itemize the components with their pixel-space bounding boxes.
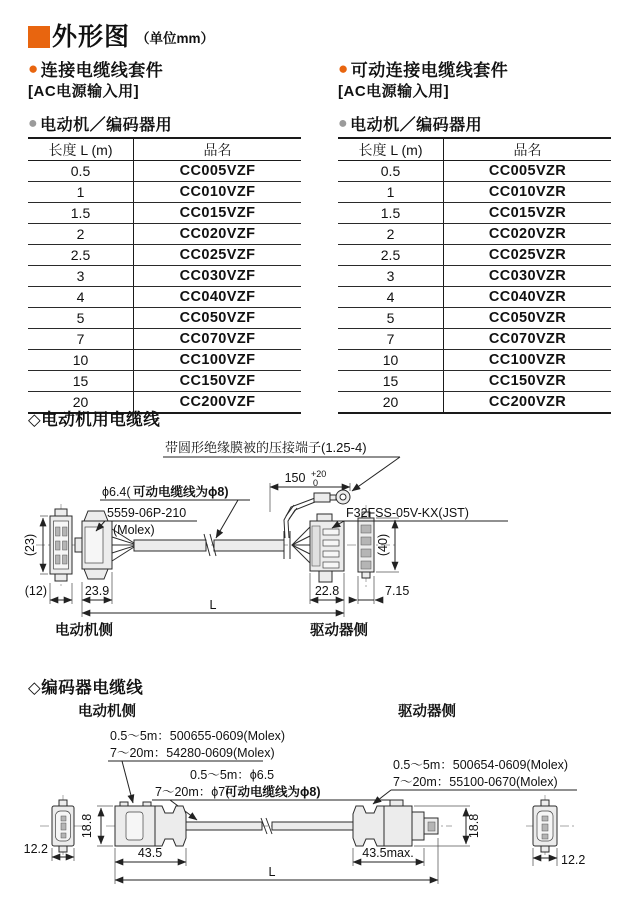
- table-row: [338, 161, 611, 182]
- part-name-cell: CC100VZF: [134, 350, 302, 371]
- dim-122-left-label: 12.2: [23, 842, 48, 856]
- table-row: [338, 182, 611, 203]
- table-row: [28, 287, 301, 308]
- part-name-cell: CC100VZR: [444, 350, 612, 371]
- part-name-cell: CC030VZF: [134, 266, 302, 287]
- table-row: [338, 371, 611, 392]
- part-name-cell: CC010VZF: [134, 182, 302, 203]
- dim-40: [376, 518, 399, 572]
- cable-dia-long-prefix: 7～20m：ϕ7(: [155, 785, 230, 799]
- table-row: [28, 203, 301, 224]
- cable-diameter-bold: 可动电缆线为ϕ8): [133, 485, 229, 499]
- driver-connector-partno-short: 0.5～5m：500654-0609(Molex): [393, 758, 569, 772]
- part-name-cell: CC040VZR: [444, 287, 612, 308]
- part-name-cell: CC150VZR: [444, 371, 612, 392]
- dim-12-label: (12): [24, 584, 47, 598]
- col-header-name: 品名: [444, 138, 612, 161]
- motor-cable-drawing: [0, 430, 640, 650]
- table-row: [338, 392, 611, 414]
- gray-bullet-icon: ●: [28, 114, 39, 132]
- dim-L: [82, 598, 344, 613]
- gray-bullet-icon: ●: [338, 114, 349, 132]
- orange-bullet-icon: ●: [338, 59, 349, 78]
- part-name-cell: CC020VZR: [444, 224, 612, 245]
- length-cell: 20: [28, 392, 134, 414]
- table-row: [28, 371, 301, 392]
- table-row: [28, 161, 301, 182]
- group-title-right-label: 电动机／编码器用: [350, 117, 483, 134]
- table-row: [338, 308, 611, 329]
- driver-side-label: 驱动器侧: [310, 623, 368, 639]
- table-header-row: [28, 138, 301, 161]
- part-name-cell: CC050VZF: [134, 308, 302, 329]
- encoder-cable-drawing: [0, 698, 640, 908]
- part-name-cell: CC200VZF: [134, 392, 302, 414]
- page-title-unit: （单位mm）: [136, 31, 215, 46]
- dim-188-right-label: 18.8: [467, 813, 481, 839]
- table-row: [338, 203, 611, 224]
- cable-dia-short: 0.5～5m：ϕ6.5: [190, 768, 275, 782]
- motor-cable-section-title: ◇电动机用电缆线: [28, 411, 161, 429]
- dim-435max: [353, 846, 424, 866]
- dim-435max-label: 43.5max.: [362, 846, 414, 860]
- table-row: [28, 329, 301, 350]
- part-name-cell: CC200VZR: [444, 392, 612, 414]
- dim-239-label: 23.9: [84, 584, 110, 598]
- length-cell: 2.5: [338, 245, 444, 266]
- length-cell: 10: [28, 350, 134, 371]
- part-name-cell: CC005VZF: [134, 161, 302, 182]
- group-title-left-label: 电动机／编码器用: [40, 117, 173, 134]
- part-name-cell: CC070VZR: [444, 329, 612, 350]
- page-title-row: [28, 24, 214, 50]
- table-row: [28, 308, 301, 329]
- part-name-cell: CC040VZF: [134, 287, 302, 308]
- dim-12: [25, 583, 72, 604]
- crimp-terminal-annotation: [163, 440, 400, 491]
- length-cell: 1: [28, 182, 134, 203]
- motor-connector-partno: 5559-06P-210: [107, 506, 187, 520]
- encoder-driver-plug: [353, 800, 438, 846]
- dim-150: [270, 469, 350, 512]
- cable-dia-long-bold: 可动电缆线为ϕ8): [225, 785, 321, 799]
- cable-diameter-prefix: ϕ6.4(: [102, 485, 131, 499]
- dim-435: [115, 846, 186, 884]
- motor-side-label: 电动机侧: [78, 704, 136, 720]
- crimp-terminal-label: 带圆形绝缘膜被的压接端子(1.25-4): [165, 440, 367, 455]
- part-name-cell: CC015VZR: [444, 203, 612, 224]
- length-cell: 3: [338, 266, 444, 287]
- motor-connector-end-view: [50, 509, 72, 581]
- dim-122-right-label: 12.2: [561, 853, 586, 867]
- motor-connector-maker: (Molex): [113, 523, 155, 537]
- length-cell: 10: [338, 350, 444, 371]
- kit-subtitle-left: [AC电源输入用]: [28, 83, 140, 100]
- part-name-cell: CC025VZR: [444, 245, 612, 266]
- part-name-cell: CC010VZR: [444, 182, 612, 203]
- dim-150-tol-lower: 0: [313, 478, 319, 488]
- dim-715-label: 7.15: [385, 584, 410, 598]
- encoder-driver-end-view: [533, 800, 557, 852]
- length-cell: 5: [338, 308, 444, 329]
- part-name-cell: CC030VZR: [444, 266, 612, 287]
- driver-side-label: 驱动器侧: [398, 704, 456, 720]
- orange-square-icon: [28, 26, 50, 48]
- length-cell: 0.5: [28, 161, 134, 182]
- length-cell: 4: [338, 287, 444, 308]
- driver-connector-end-view: [358, 512, 374, 578]
- table-row: [338, 329, 611, 350]
- table-row: [338, 245, 611, 266]
- table-row: [28, 350, 301, 371]
- cable-table-fixed: [28, 137, 301, 414]
- col-header-length: 长度 L (m): [338, 138, 444, 161]
- part-name-cell: CC150VZF: [134, 371, 302, 392]
- length-cell: 15: [28, 371, 134, 392]
- col-header-name: 品名: [134, 138, 302, 161]
- table-row: [28, 224, 301, 245]
- group-title-left: [28, 112, 172, 135]
- table-row: [28, 245, 301, 266]
- dim-228-label: 22.8: [314, 584, 340, 598]
- length-cell: 3: [28, 266, 134, 287]
- group-title-right: [338, 112, 482, 135]
- part-name-cell: CC050VZR: [444, 308, 612, 329]
- dim-40-label: (40): [376, 533, 390, 557]
- kit-title-right: [338, 56, 508, 81]
- length-cell: 1.5: [28, 203, 134, 224]
- motor-connector-partno-short: 0.5～5m：500655-0609(Molex): [110, 729, 286, 743]
- kit-title-left: [28, 56, 163, 81]
- page-title: 外形图: [52, 23, 131, 51]
- encoder-motor-plug: [115, 802, 186, 846]
- cable: [134, 527, 310, 563]
- motor-side-label: 电动机侧: [55, 623, 113, 639]
- kit-title-left-label: 连接电缆线套件: [40, 61, 164, 80]
- table-row: [338, 287, 611, 308]
- length-cell: 1.5: [338, 203, 444, 224]
- length-cell: 15: [338, 371, 444, 392]
- table-row: [338, 350, 611, 371]
- part-name-cell: CC005VZR: [444, 161, 612, 182]
- length-cell: 20: [338, 392, 444, 414]
- length-cell: 2: [338, 224, 444, 245]
- dim-435-label: 43.5: [137, 846, 163, 860]
- length-cell: 2: [28, 224, 134, 245]
- table-row: [28, 266, 301, 287]
- orange-bullet-icon: ●: [28, 59, 39, 78]
- encoder-cable-section-title: ◇编码器电缆线: [28, 679, 144, 697]
- table-row: [338, 224, 611, 245]
- length-cell: 7: [338, 329, 444, 350]
- encoder-motor-end-view: [52, 800, 74, 852]
- dim-150-label: 150: [284, 471, 306, 485]
- length-cell: 0.5: [338, 161, 444, 182]
- col-header-length: 长度 L (m): [28, 138, 134, 161]
- cable-table-flexible: [338, 137, 611, 414]
- length-cell: 2.5: [28, 245, 134, 266]
- length-cell: 1: [338, 182, 444, 203]
- encoder-driver-connector-annotation: [373, 758, 577, 804]
- dim-188-left-label: 18.8: [80, 813, 94, 839]
- encoder-cable: [186, 818, 354, 834]
- table-header-row: [338, 138, 611, 161]
- length-cell: 5: [28, 308, 134, 329]
- length-cell: 4: [28, 287, 134, 308]
- dim-715: [350, 576, 409, 604]
- motor-connector-partno-long: 7～20m：54280-0609(Molex): [110, 746, 275, 760]
- table-row: [28, 182, 301, 203]
- dim-L-label: L: [209, 598, 217, 612]
- dim-23-label: (23): [23, 533, 37, 557]
- kit-title-right-label: 可动连接电缆线套件: [350, 61, 509, 80]
- dim-150-tol-upper: +20: [311, 469, 327, 479]
- part-name-cell: CC020VZF: [134, 224, 302, 245]
- driver-connector-partno-long: 7～20m：55100-0670(Molex): [393, 775, 558, 789]
- driver-connector-partno: F32FSS-05V-KX(JST): [346, 506, 469, 520]
- table-row: [338, 266, 611, 287]
- dim-L-label: L: [268, 865, 276, 879]
- part-name-cell: CC070VZF: [134, 329, 302, 350]
- part-name-cell: CC015VZF: [134, 203, 302, 224]
- kit-subtitle-right: [AC电源输入用]: [338, 83, 450, 100]
- length-cell: 7: [28, 329, 134, 350]
- part-name-cell: CC025VZF: [134, 245, 302, 266]
